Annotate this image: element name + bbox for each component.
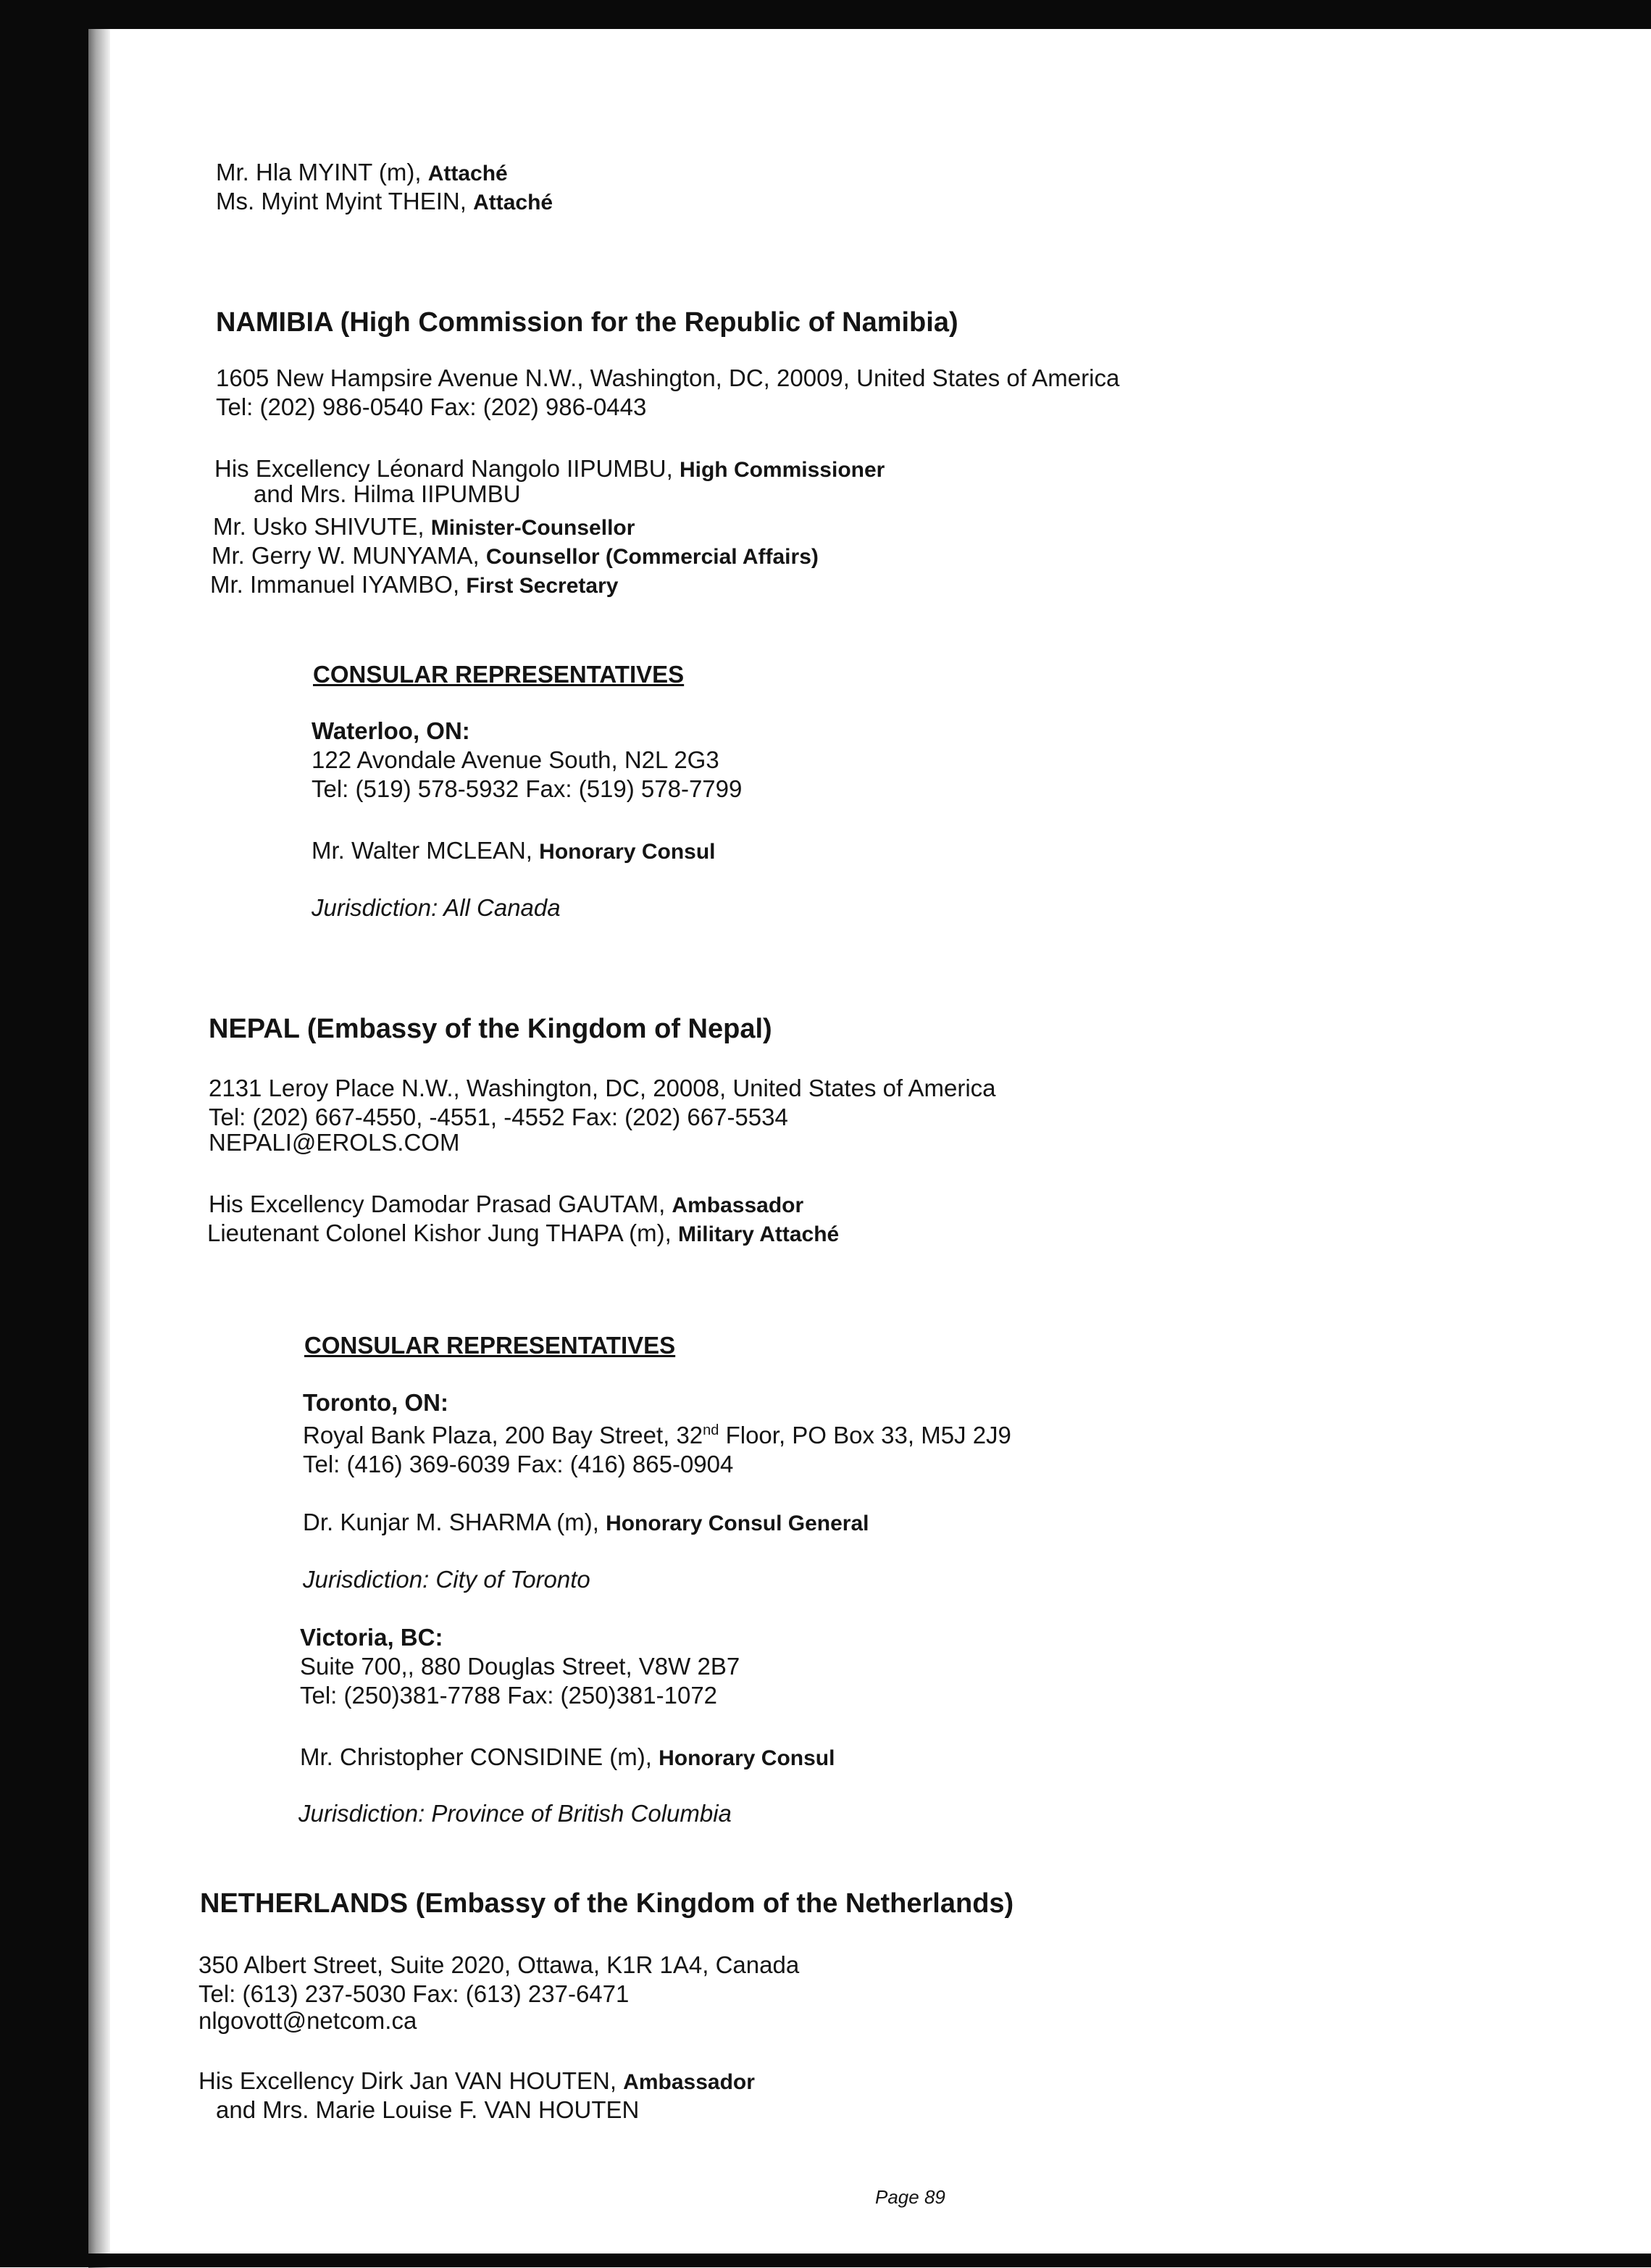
consular-city: Victoria, BC: bbox=[300, 1624, 443, 1651]
netherlands-address: 350 Albert Street, Suite 2020, Ottawa, K1R 1A4, Canada bbox=[198, 1951, 800, 1978]
scan-bottom-border bbox=[0, 2254, 1651, 2267]
consular-person: Mr. Walter MCLEAN, Honorary Consul bbox=[312, 837, 716, 864]
consular-phone: Tel: (416) 369-6039 Fax: (416) 865-0904 bbox=[303, 1451, 734, 1477]
nepal-phone: Tel: (202) 667-4550, -4551, -4552 Fax: (202) 667-5534 bbox=[209, 1104, 788, 1130]
consular-city: Waterloo, ON: bbox=[312, 717, 470, 744]
staff-line: and Mrs. Marie Louise F. VAN HOUTEN bbox=[216, 2096, 640, 2123]
consular-jurisdiction: Jurisdiction: Province of British Columbia bbox=[298, 1800, 732, 1827]
staff-line: Lieutenant Colonel Kishor Jung THAPA (m), Military Attaché bbox=[207, 1220, 840, 1246]
consular-heading: CONSULAR REPRESENTATIVES bbox=[313, 661, 685, 688]
page-number: Page 89 bbox=[875, 2186, 945, 2208]
staff-line: Ms. Myint Myint THEIN, Attaché bbox=[216, 188, 553, 214]
staff-line: Mr. Immanuel IYAMBO, First Secretary bbox=[210, 571, 619, 598]
namibia-phone: Tel: (202) 986-0540 Fax: (202) 986-0443 bbox=[216, 393, 647, 420]
staff-line: Mr. Hla MYINT (m), Attaché bbox=[216, 159, 508, 185]
staff-line: His Excellency Damodar Prasad GAUTAM, Ambassador bbox=[209, 1191, 804, 1217]
netherlands-email: nlgovott@netcom.ca bbox=[198, 2007, 417, 2034]
section-heading-namibia: NAMIBIA (High Commission for the Republic of Namibia) bbox=[216, 307, 958, 338]
scan-binding-shadow bbox=[88, 29, 110, 2268]
nepal-email: NEPALI@EROLS.COM bbox=[209, 1129, 460, 1156]
consular-phone: Tel: (250)381-7788 Fax: (250)381-1072 bbox=[300, 1682, 718, 1709]
consular-city: Toronto, ON: bbox=[303, 1389, 448, 1416]
consular-heading: CONSULAR REPRESENTATIVES bbox=[304, 1332, 676, 1359]
consular-jurisdiction: Jurisdiction: All Canada bbox=[312, 894, 561, 921]
section-heading-nepal: NEPAL (Embassy of the Kingdom of Nepal) bbox=[209, 1014, 772, 1044]
scan-left-border bbox=[0, 0, 88, 2267]
staff-line: His Excellency Léonard Nangolo IIPUMBU, High Commissioner bbox=[214, 455, 885, 482]
consular-address: Suite 700,, 880 Douglas Street, V8W 2B7 bbox=[300, 1653, 740, 1680]
section-heading-netherlands: NETHERLANDS (Embassy of the Kingdom of the Netherlands) bbox=[200, 1888, 1014, 1919]
staff-line: Mr. Gerry W. MUNYAMA, Counsellor (Commercial Affairs) bbox=[212, 542, 819, 569]
netherlands-phone: Tel: (613) 237-5030 Fax: (613) 237-6471 bbox=[198, 1980, 630, 2007]
namibia-address: 1605 New Hampsire Avenue N.W., Washington, DC, 20009, United States of America bbox=[216, 364, 1120, 391]
consular-jurisdiction: Jurisdiction: City of Toronto bbox=[303, 1566, 590, 1593]
consular-phone: Tel: (519) 578-5932 Fax: (519) 578-7799 bbox=[312, 775, 743, 802]
consular-address: 122 Avondale Avenue South, N2L 2G3 bbox=[312, 746, 719, 773]
staff-line: and Mrs. Hilma IIPUMBU bbox=[254, 480, 521, 507]
staff-line: Mr. Usko SHIVUTE, Minister-Counsellor bbox=[213, 513, 635, 540]
staff-line: His Excellency Dirk Jan VAN HOUTEN, Ambassador bbox=[198, 2067, 755, 2094]
consular-person: Dr. Kunjar M. SHARMA (m), Honorary Consul General bbox=[303, 1509, 869, 1535]
consular-person: Mr. Christopher CONSIDINE (m), Honorary Consul bbox=[300, 1743, 835, 1770]
nepal-address: 2131 Leroy Place N.W., Washington, DC, 20008, United States of America bbox=[209, 1075, 996, 1101]
consular-address: Royal Bank Plaza, 200 Bay Street, 32nd Floor, PO Box 33, M5J 2J9 bbox=[303, 1422, 1011, 1448]
